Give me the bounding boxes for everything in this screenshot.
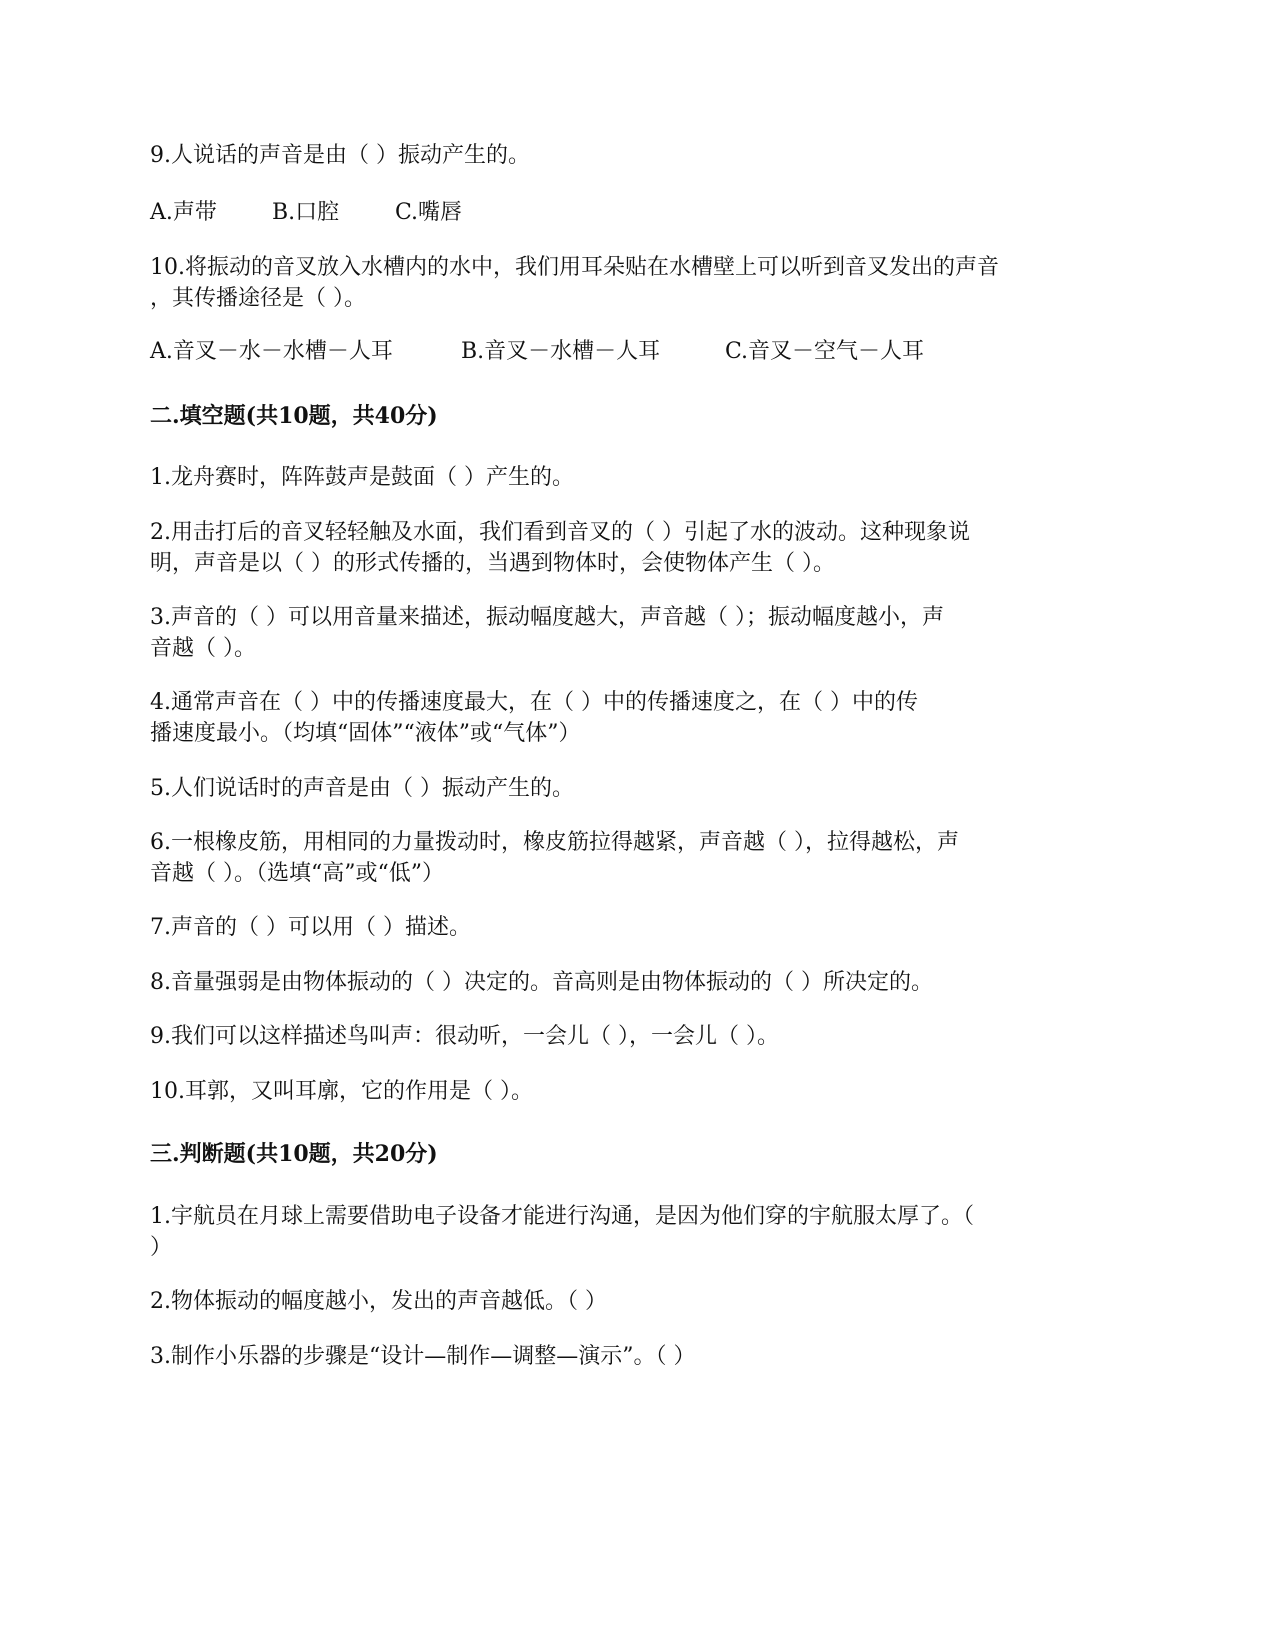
fill-item-7: 7.声音的（ ）可以用（ ）描述。	[150, 915, 471, 940]
question-9-stem: 9.人说话的声音是由（ ）振动产生的。	[150, 143, 530, 168]
fill-item-3-line2: 音越（ ）。	[150, 636, 256, 661]
fill-item-4-line1: 4.通常声音在（ ）中的传播速度最大，在（ ）中的传播速度之，在（ ）中的传	[150, 690, 918, 715]
option-b: B.口腔	[272, 200, 340, 225]
option-c: C.音叉－空气－人耳	[725, 339, 925, 364]
judge-item-2: 2.物体振动的幅度越小，发出的声音越低。（ ）	[150, 1289, 607, 1314]
fill-item-2-line2: 明，声音是以（ ）的形式传播的，当遇到物体时，会使物体产生（ ）。	[150, 551, 835, 576]
fill-item-4-line2: 播速度最小。（均填“固体”“液体”或“气体”）	[150, 721, 581, 746]
option-a: A.音叉－水－水槽－人耳	[150, 339, 393, 364]
judge-item-1-line2: ）	[150, 1235, 173, 1260]
fill-item-10: 10.耳郭，又叫耳廓，它的作用是（ ）。	[150, 1079, 533, 1104]
question-10-stem-line2: ，其传播途径是（ ）。	[150, 286, 366, 311]
fill-item-5: 5.人们说话时的声音是由（ ）振动产生的。	[150, 776, 574, 801]
fill-item-9: 9.我们可以这样描述鸟叫声：很动听，一会儿（ ），一会儿（ ）。	[150, 1024, 779, 1049]
fill-item-8: 8.音量强弱是由物体振动的（ ）决定的。音高则是由物体振动的（ ）所决定的。	[150, 970, 933, 995]
judge-item-1-line1: 1.宇航员在月球上需要借助电子设备才能进行沟通，是因为他们穿的宇航服太厚了。（	[150, 1204, 974, 1229]
fill-item-1: 1.龙舟赛时，阵阵鼓声是鼓面（ ）产生的。	[150, 465, 574, 490]
section-2-heading: 二.填空题(共10题，共40分)	[150, 403, 438, 429]
option-b: B.音叉－水槽－人耳	[461, 339, 661, 364]
fill-item-3-line1: 3.声音的（ ）可以用音量来描述，振动幅度越大，声音越（ ）；振动幅度越小，声	[150, 605, 944, 630]
question-10-stem-line1: 10.将振动的音叉放入水槽内的水中，我们用耳朵贴在水槽壁上可以听到音叉发出的声音	[150, 255, 999, 280]
judge-item-3: 3.制作小乐器的步骤是“设计—制作—调整—演示”。（ ）	[150, 1344, 696, 1369]
fill-item-2-line1: 2.用击打后的音叉轻轻触及水面，我们看到音叉的（ ）引起了水的波动。这种现象说	[150, 520, 970, 545]
section-3-heading: 三.判断题(共10题，共20分)	[150, 1141, 438, 1167]
fill-item-6-line2: 音越（ ）。（选填“高”或“低”）	[150, 861, 444, 886]
option-c: C.嘴唇	[395, 200, 463, 225]
option-a: A.声带	[150, 200, 217, 225]
fill-item-6-line1: 6.一根橡皮筋，用相同的力量拨动时，橡皮筋拉得越紧，声音越（ ），拉得越松，声	[150, 830, 959, 855]
